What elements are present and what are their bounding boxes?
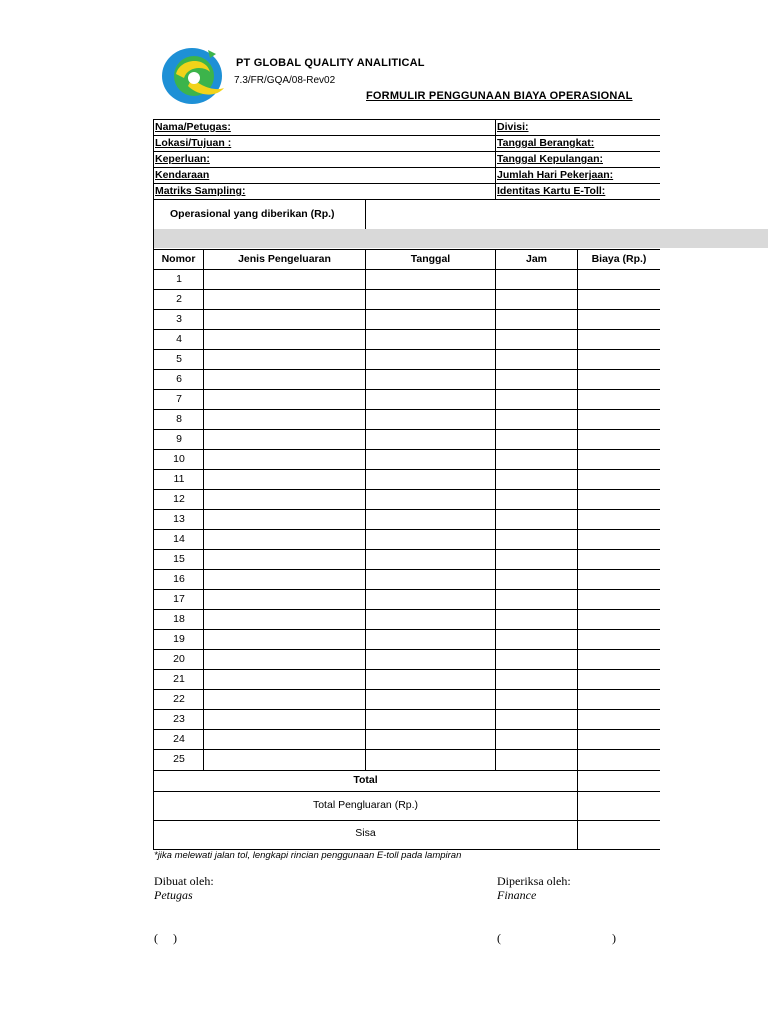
table-border (153, 689, 660, 690)
row-number: 18 (173, 613, 185, 625)
table-border (203, 249, 204, 770)
row-number: 13 (173, 513, 185, 525)
document-number: 7.3/FR/GQA/08-Rev02 (234, 75, 336, 86)
company-logo (158, 44, 230, 106)
operational-label: Operasional yang diberikan (Rp.) (170, 208, 335, 220)
row-number: 25 (173, 753, 185, 765)
table-border (495, 249, 496, 770)
row-number: 10 (173, 453, 185, 465)
row-number: 21 (173, 673, 185, 685)
field-nama-petugas[interactable]: Nama/Petugas: (155, 121, 231, 133)
operational-value-field[interactable] (366, 200, 660, 228)
row-number: 11 (173, 473, 185, 485)
table-border (153, 469, 660, 470)
info-border (153, 135, 660, 136)
table-border (153, 549, 660, 550)
table-border (577, 249, 578, 849)
total-label: Total (353, 774, 378, 786)
table-border (365, 249, 366, 770)
table-border (153, 669, 660, 670)
row-number: 14 (173, 533, 185, 545)
table-border (153, 269, 660, 270)
form-title: FORMULIR PENGGUNAAN BIAYA OPERASIONAL (366, 90, 633, 102)
table-border (153, 529, 660, 530)
footnote: *jika melewati jalan tol, lengkapi rincian penggunaan E-toll pada lampiran (154, 850, 462, 861)
row-number: 3 (176, 313, 182, 325)
row-number: 17 (173, 593, 185, 605)
table-border (153, 289, 660, 290)
total-value-field[interactable] (578, 771, 660, 790)
prepared-by-role: Petugas (154, 888, 193, 902)
col-header-jenis-pengeluaran: Jenis Pengeluaran (238, 253, 331, 265)
field-tanggal-berangkat[interactable]: Tanggal Berangkat: (497, 137, 595, 149)
table-border (153, 729, 660, 730)
row-number: 19 (173, 633, 185, 645)
row-number: 2 (176, 293, 182, 305)
table-border (153, 249, 660, 250)
table-border (153, 389, 660, 390)
table-border (153, 649, 660, 650)
table-border (153, 369, 660, 370)
checked-by-bracket-open: ( (497, 931, 501, 945)
field-tanggal-kepulangan[interactable]: Tanggal Kepulangan: (497, 153, 603, 165)
table-border (153, 569, 660, 570)
checked-by-label: Diperiksa oleh: (497, 874, 571, 888)
table-border (153, 589, 660, 590)
col-header-nomor: Nomor (161, 253, 196, 265)
row-number: 6 (176, 373, 182, 385)
field-keperluan[interactable]: Keperluan: (155, 153, 210, 165)
checked-by-signature-field[interactable] (504, 930, 610, 946)
info-border (153, 183, 660, 184)
row-number: 22 (173, 693, 185, 705)
row-number: 5 (176, 353, 182, 365)
prepared-by-signature-field[interactable] (161, 930, 171, 946)
table-border (153, 429, 660, 430)
row-number: 20 (173, 653, 185, 665)
row-number: 7 (176, 393, 182, 405)
total-pengeluaran-value-field[interactable] (578, 792, 660, 819)
table-border (153, 629, 660, 630)
row-number: 23 (173, 713, 185, 725)
table-border (153, 349, 660, 350)
field-divisi[interactable]: Divisi: (497, 121, 529, 133)
table-border (153, 709, 660, 710)
row-number: 12 (173, 493, 185, 505)
field-lokasi-tujuan[interactable]: Lokasi/Tujuan : (155, 137, 232, 149)
info-border (153, 119, 660, 120)
table-border (153, 509, 660, 510)
table-border (153, 309, 660, 310)
row-number: 16 (173, 573, 185, 585)
col-header-tanggal: Tanggal (410, 253, 451, 265)
checked-by-bracket-close: ) (612, 931, 616, 945)
field-kendaraan[interactable]: Kendaraan (155, 169, 210, 181)
row-number: 4 (176, 333, 182, 345)
info-border (153, 119, 154, 199)
company-name: PT GLOBAL QUALITY ANALITICAL (236, 57, 425, 69)
info-border (153, 167, 660, 168)
row-number: 15 (173, 553, 185, 565)
table-border (153, 449, 660, 450)
info-border (495, 119, 496, 199)
checked-by-role: Finance (497, 888, 537, 902)
field-jumlah-hari[interactable]: Jumlah Hari Pekerjaan: (497, 169, 614, 181)
info-border (153, 151, 660, 152)
row-number: 8 (176, 413, 182, 425)
row-number: 24 (173, 733, 185, 745)
row-number: 1 (176, 273, 182, 285)
col-header-jam: Jam (525, 253, 547, 265)
sisa-label: Sisa (355, 827, 376, 839)
col-header-biaya: Biaya (Rp.) (591, 253, 647, 265)
prepared-by-bracket-close: ) (173, 931, 177, 945)
prepared-by-bracket-open: ( (154, 931, 158, 945)
table-border (153, 609, 660, 610)
field-matriks-sampling[interactable]: Matriks Sampling: (155, 185, 246, 197)
total-pengeluaran-label: Total Pengluaran (Rp.) (312, 799, 419, 811)
row-number: 9 (176, 433, 182, 445)
table-border (153, 329, 660, 330)
prepared-by-label: Dibuat oleh: (154, 874, 214, 888)
table-border (153, 749, 660, 750)
field-kartu-etoll[interactable]: Identitas Kartu E-Toll: (497, 185, 606, 197)
gray-separator (154, 229, 768, 248)
table-border (153, 489, 660, 490)
sisa-value-field[interactable] (578, 821, 660, 848)
table-border (153, 409, 660, 410)
